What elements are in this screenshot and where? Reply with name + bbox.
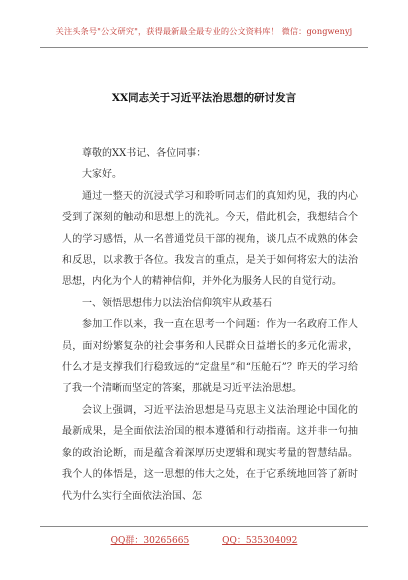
- section-heading: 一、领悟思想伟力以法治信仰筑牢从政基石: [82, 297, 272, 309]
- footer-divider: [40, 526, 368, 527]
- greeting: 大家好。: [82, 169, 122, 181]
- document-title: XX同志关于习近平法治思想的研讨发言: [111, 92, 297, 104]
- header-divider: [40, 47, 368, 48]
- qq-number-text: QQ：535304092: [222, 536, 298, 546]
- body-paragraph: 参加工作以来，我一直在思考一个问题：作为一名政府工作人员，面对纷繁复杂的社会事务和人民群众日益增长的多元化需求，什么才是支撑我们行稳致远的“定盘星”和“压舱石”？昨天的学习给了我一个清晰而坚定的答案，那就是习近平法治思想。: [62, 319, 358, 395]
- qq-group-text: QQ群：30265665: [110, 536, 190, 546]
- body-paragraph: 通过一整天的沉浸式学习和聆听同志们的真知灼见，我的内心受到了深刻的触动和思想上的洗礼。今天，借此机会，我想结合个人的学习感悟，从一名普通党员干部的视角，谈几点不成熟的体会和反思，以求教于各位。我发言的重点，是关于如何将宏大的法治思想，内化为个人的精神信仰，并外化为服务人民的自觉行动。: [62, 190, 358, 288]
- document-body: [62, 143, 358, 507]
- footer-contacts: [0, 536, 408, 547]
- salutation: 尊敬的XX书记、各位同事：: [82, 148, 207, 159]
- body-paragraph: 会议上强调，习近平法治思想是马克思主义法治理论中国化的最新成果，是全面依法治国的根本遵循和行动指南。这并非一句抽象的政治论断，而是蕴含着深厚历史逻辑和现实考量的智慧结晶。我个人的体悟是，这一思想的伟大之处，在于它系统地回答了新时代为什么实行全面依法治国、怎: [62, 404, 358, 502]
- header-banner: 关注头条号"公文研究"，获得最新最全最专业的公文资料库！ 微信：gongwenyj: [55, 26, 353, 36]
